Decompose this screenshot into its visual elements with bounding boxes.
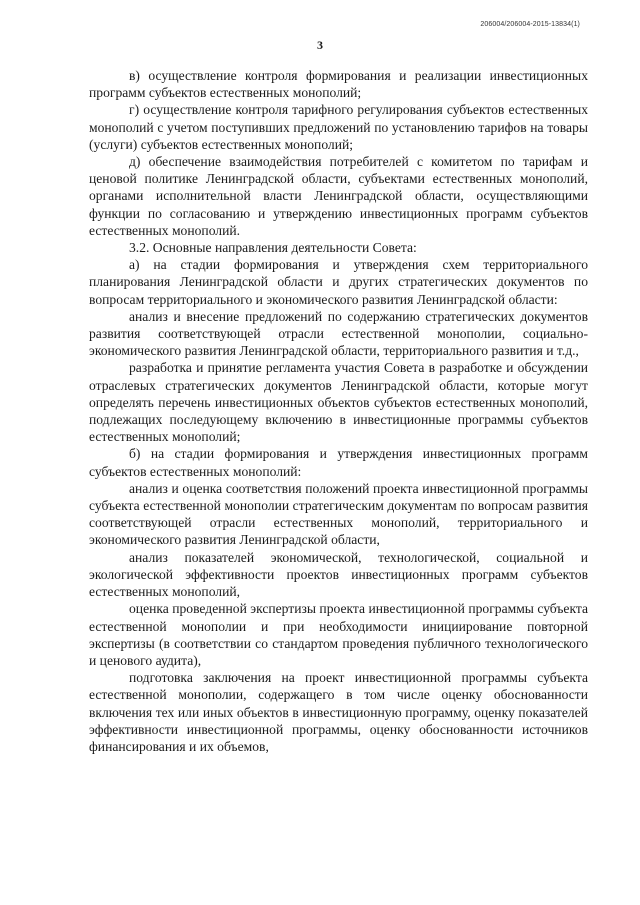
paragraph-d: д) обеспечение взаимодействия потребителей с комитетом по тарифам и ценовой политике Ленинградской области, субъектами естественных монополий, органами исполнительной власти Ленинградской области, осуществляющими функции по согласованию и утверждению инвестиционных программ субъектов естественных монополий.	[89, 154, 588, 238]
paragraph-a: а) на стадии формирования и утверждения схем территориального планирования Ленинградской области и других стратегических документов по вопросам территориального и экономического развития Ленинградской области:	[89, 257, 588, 307]
paragraph-compliance-assessment: анализ и оценка соответствия положений проекта инвестиционной программы субъекта естественной монополии стратегическим документам по вопросам развития соответствующей отрасли естественных монополий, территориального и экономического развития Ленинградской области,	[89, 480, 588, 548]
section-heading-3-2: 3.2. Основные направления деятельности Совета:	[129, 240, 417, 256]
paragraph-analysis-proposals: анализ и внесение предложений по содержанию стратегических документов развития соответствующей отрасли естественной монополии, социально-экономического развития Ленинградской области, территориального развития и т.д.,	[89, 308, 588, 359]
page-number: 3	[317, 38, 323, 52]
paragraph-g: г) осуществление контроля тарифного регулирования субъектов естественных монополий с учетом поступивших предложений по установлению тарифов на товары (услуги) субъектов естественных монополий;	[89, 102, 588, 152]
paragraph-efficiency-analysis: анализ показателей экономической, технологической, социальной и экологической эффективности проектов инвестиционных программ субъектов естественных монополий,	[89, 549, 588, 600]
document-body	[89, 67, 588, 755]
paragraph-expertise-assessment: оценка проведенной экспертизы проекта инвестиционной программы субъекта естественной монополии и при необходимости инициирование повторной экспертизы (в соответствии со стандартом проведения публичного технологического и ценового аудита),	[89, 601, 589, 668]
paragraph-conclusion-preparation: подготовка заключения на проект инвестиционной программы субъекта естественной монополии, содержащего в том числе оценку обоснованности включения тех или иных объектов в инвестиционную программу, оценку показателей эффективности инвестиционной программы, оценку обоснованности источников финансирования и их объемов,	[89, 670, 588, 754]
paragraph-b: б) на стадии формирования и утверждения инвестиционных программ субъектов естественных монополий:	[89, 446, 588, 479]
document-id: 206004/206004-2015-13834(1)	[480, 21, 580, 28]
paragraph-v: в) осуществление контроля формирования и реализации инвестиционных программ субъектов естественных монополий;	[89, 68, 588, 101]
paragraph-regulation-development: разработка и принятие регламента участия Совета в разработке и обсуждении отраслевых стратегических документов Ленинградской области, которые могут определять перечень инвестиционных объектов субъектов естественных монополий, подлежащих последующему включению в инвестиционные программы субъектов естественных монополий;	[89, 360, 588, 445]
